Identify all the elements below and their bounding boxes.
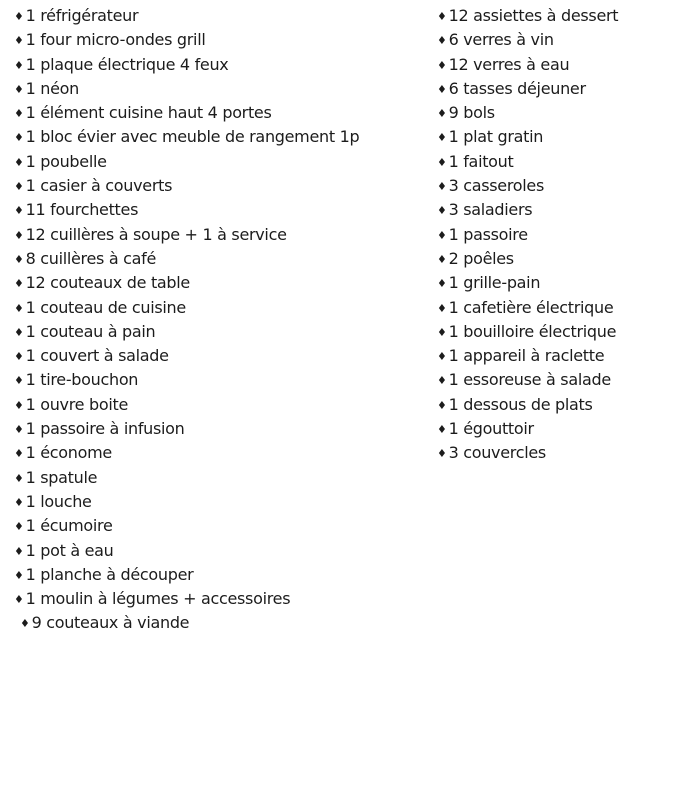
diamond-bullet-icon: ♦ [437, 398, 447, 412]
diamond-bullet-icon: ♦ [437, 34, 447, 48]
item-text: 1 four micro-ondes grill [25, 30, 206, 50]
item-text: 1 égouttoir [448, 419, 534, 439]
item-text: 2 poêles [448, 248, 514, 268]
diamond-bullet-icon: ♦ [14, 374, 24, 388]
diamond-bullet-icon: ♦ [14, 568, 24, 582]
diamond-bullet-icon: ♦ [437, 350, 447, 364]
item-text: 1 moulin à légumes + accessoires [25, 589, 291, 609]
diamond-bullet-icon: ♦ [437, 180, 447, 194]
list-item [14, 344, 414, 368]
item-text: 1 néon [25, 78, 79, 98]
item-text: 1 essoreuse à salade [448, 370, 611, 390]
diamond-bullet-icon: ♦ [14, 277, 24, 291]
list-item [437, 417, 682, 441]
diamond-bullet-icon: ♦ [437, 10, 447, 23]
diamond-bullet-icon: ♦ [437, 204, 447, 218]
diamond-bullet-icon: ♦ [437, 107, 447, 121]
list-item [437, 368, 682, 392]
list-item [14, 53, 414, 77]
diamond-bullet-icon: ♦ [437, 447, 447, 461]
diamond-bullet-icon: ♦ [14, 423, 24, 437]
list-item [437, 4, 682, 28]
diamond-bullet-icon: ♦ [14, 325, 24, 339]
diamond-bullet-icon: ♦ [14, 447, 24, 461]
diamond-bullet-icon: ♦ [437, 423, 447, 437]
diamond-bullet-icon: ♦ [437, 228, 447, 242]
item-text: 9 couteaux à viande [31, 613, 190, 633]
diamond-bullet-icon: ♦ [14, 350, 24, 364]
diamond-bullet-icon: ♦ [14, 204, 24, 218]
list-item [14, 611, 414, 635]
list-item [437, 320, 682, 344]
diamond-bullet-icon: ♦ [14, 520, 24, 534]
item-text: 1 couvert à salade [25, 346, 169, 366]
item-text: 1 couteau à pain [25, 321, 156, 341]
item-text: 1 élément cuisine haut 4 portes [25, 103, 272, 123]
list-item [14, 198, 414, 222]
diamond-bullet-icon: ♦ [437, 301, 447, 315]
item-text: 12 assiettes à dessert [448, 6, 619, 25]
list-item [14, 490, 414, 514]
list-item [14, 271, 414, 295]
list-item [14, 101, 414, 125]
list-item [437, 28, 682, 52]
list-item [14, 296, 414, 320]
inventory-list-left [14, 4, 414, 636]
diamond-bullet-icon: ♦ [14, 544, 24, 558]
diamond-bullet-icon: ♦ [14, 593, 24, 607]
list-item [437, 296, 682, 320]
diamond-bullet-icon: ♦ [14, 155, 24, 169]
diamond-bullet-icon: ♦ [14, 252, 24, 266]
list-item [437, 125, 682, 149]
list-item [14, 28, 414, 52]
item-text: 1 plat gratin [448, 127, 544, 147]
item-text: 1 dessous de plats [448, 394, 593, 414]
item-text: 12 couteaux de table [25, 273, 190, 293]
item-text: 12 cuillères à soupe + 1 à service [25, 224, 287, 244]
item-text: 1 grille-pain [448, 273, 541, 293]
item-text: 1 spatule [25, 467, 98, 487]
diamond-bullet-icon: ♦ [14, 495, 24, 509]
item-text: 1 économe [25, 443, 112, 463]
item-text: 3 couvercles [448, 443, 546, 463]
item-text: 1 cafetière électrique [448, 297, 614, 317]
diamond-bullet-icon: ♦ [437, 82, 447, 96]
list-item [14, 4, 414, 28]
diamond-bullet-icon: ♦ [14, 398, 24, 412]
diamond-bullet-icon: ♦ [14, 107, 24, 121]
diamond-bullet-icon: ♦ [14, 301, 24, 315]
item-text: 1 appareil à raclette [448, 346, 605, 366]
list-item [437, 393, 682, 417]
list-item [14, 466, 414, 490]
list-item [437, 174, 682, 198]
list-item [14, 320, 414, 344]
item-text: 6 verres à vin [448, 30, 554, 50]
item-text: 1 bouilloire électrique [448, 321, 617, 341]
list-item [437, 344, 682, 368]
diamond-bullet-icon: ♦ [14, 34, 24, 48]
item-text: 1 écumoire [25, 516, 113, 536]
item-text: 1 casier à couverts [25, 176, 173, 196]
list-item [14, 539, 414, 563]
list-item [14, 368, 414, 392]
item-text: 1 ouvre boite [25, 394, 128, 414]
item-text: 3 saladiers [448, 200, 533, 220]
item-text: 1 louche [25, 491, 92, 511]
diamond-bullet-icon: ♦ [437, 325, 447, 339]
item-text: 1 couteau de cuisine [25, 297, 186, 317]
item-text: 1 pot à eau [25, 540, 114, 560]
item-text: 1 poubelle [25, 151, 107, 171]
diamond-bullet-icon: ♦ [14, 131, 24, 145]
item-text: 8 cuillères à café [25, 248, 157, 268]
diamond-bullet-icon: ♦ [437, 277, 447, 291]
list-item [437, 198, 682, 222]
list-item [437, 53, 682, 77]
item-text: 6 tasses déjeuner [448, 78, 586, 98]
diamond-bullet-icon: ♦ [14, 10, 24, 23]
list-item [14, 247, 414, 271]
list-item [437, 101, 682, 125]
list-item [14, 174, 414, 198]
list-item [14, 441, 414, 465]
list-item [437, 223, 682, 247]
diamond-bullet-icon: ♦ [14, 228, 24, 242]
diamond-bullet-icon: ♦ [437, 58, 447, 72]
diamond-bullet-icon: ♦ [20, 617, 30, 631]
diamond-bullet-icon: ♦ [14, 58, 24, 72]
list-item [437, 271, 682, 295]
list-item [14, 223, 414, 247]
list-item [437, 441, 682, 465]
item-text: 1 réfrigérateur [25, 6, 139, 25]
diamond-bullet-icon: ♦ [14, 82, 24, 96]
item-text: 1 tire-bouchon [25, 370, 139, 390]
diamond-bullet-icon: ♦ [437, 374, 447, 388]
item-text: 1 plaque électrique 4 feux [25, 54, 229, 74]
item-text: 1 passoire à infusion [25, 419, 185, 439]
list-item [14, 150, 414, 174]
diamond-bullet-icon: ♦ [437, 131, 447, 145]
diamond-bullet-icon: ♦ [437, 252, 447, 266]
list-item [14, 587, 414, 611]
list-item [14, 125, 414, 149]
list-item [14, 393, 414, 417]
item-text: 1 faitout [448, 151, 514, 171]
list-item [14, 77, 414, 101]
item-text: 12 verres à eau [448, 54, 570, 74]
item-text: 9 bols [448, 103, 495, 123]
list-item [14, 563, 414, 587]
item-text: 1 bloc évier avec meuble de rangement 1p [25, 127, 360, 147]
inventory-column-left [14, 4, 414, 636]
inventory-list-right [437, 4, 682, 466]
item-text: 1 planche à découper [25, 564, 194, 584]
list-item [437, 247, 682, 271]
item-text: 1 passoire [448, 224, 528, 244]
diamond-bullet-icon: ♦ [14, 471, 24, 485]
list-item [14, 514, 414, 538]
list-item [14, 417, 414, 441]
inventory-column-right [437, 4, 682, 466]
item-text: 11 fourchettes [25, 200, 139, 220]
diamond-bullet-icon: ♦ [14, 180, 24, 194]
item-text: 3 casseroles [448, 176, 544, 196]
list-item [437, 150, 682, 174]
diamond-bullet-icon: ♦ [437, 155, 447, 169]
list-item [437, 77, 682, 101]
